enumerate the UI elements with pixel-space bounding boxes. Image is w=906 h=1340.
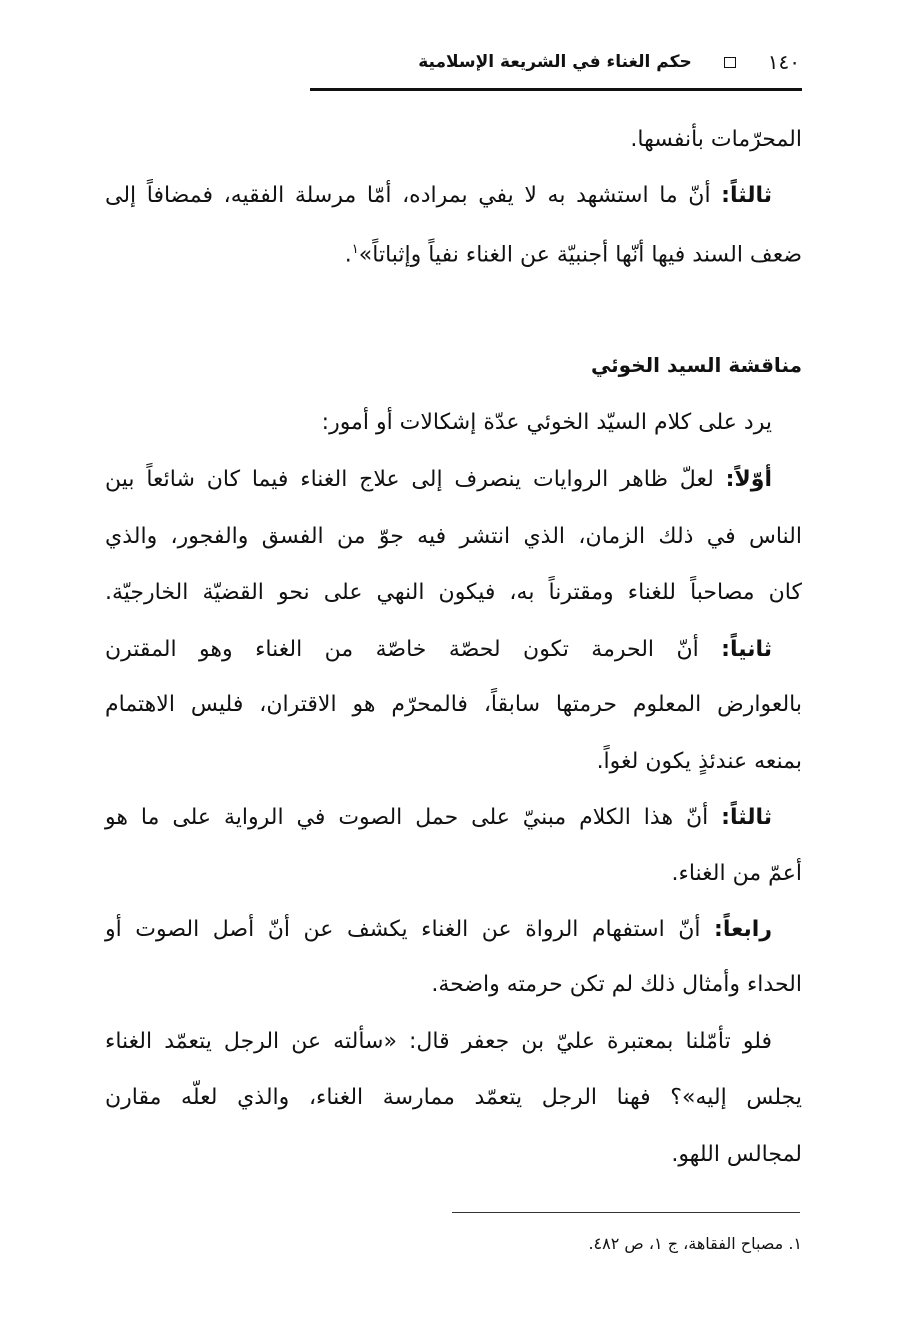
text-line (105, 1025, 802, 1059)
line-text: المحرّمات بأنفسها. (630, 127, 802, 152)
line-text: فلو تأمّلنا بمعتبرة عليّ بن جعفر قال: «سألته عن الرجل يتعمّد الغناء (105, 1029, 772, 1054)
line-text: أنّ استفهام الرواة عن الغناء يكشف عن أنّ أصل الصوت أو (105, 917, 715, 942)
enumeration-label: رابعاً: (714, 917, 772, 942)
line-text: أنّ هذا الكلام مبنيّ على حمل الصوت في الرواية على ما هو (105, 805, 722, 830)
line-text: كان مصاحباً للغناء ومقترناً به، فيكون النهي على نحو القضيّة الخارجيّة. (105, 580, 802, 605)
square-bullet-icon (724, 57, 736, 68)
text-line (105, 857, 802, 891)
page-number: ١٤٠ (767, 50, 800, 74)
enumeration-label: ثالثاً: (721, 183, 772, 208)
line-text: يرد على كلام السيّد الخوئي عدّة إشكالات أو أمور: (321, 410, 772, 435)
line-text: أنّ الحرمة تكون لحصّة خاصّة من الغناء وهو المقترن (105, 637, 722, 662)
footnote-rule (452, 1212, 800, 1213)
enumeration-label: ثانياً: (721, 637, 772, 662)
text-line (105, 520, 802, 554)
header-rule (310, 88, 802, 91)
text-line (105, 576, 802, 610)
line-text: لعلّ ظاهر الروايات ينصرف إلى علاج الغناء فيما كان شائعاً بين (105, 467, 726, 492)
text-line (105, 688, 802, 722)
line-text: أنّ ما استشهد به لا يفي بمراده، أمّا مرسلة الفقيه، فمضافاً إلى (105, 183, 722, 208)
text-line (105, 633, 802, 667)
line-text: بالعوارض المعلوم حرمتها سابقاً، فالمحرّم هو الاقتران، فليس الاهتمام (105, 692, 802, 717)
text-line (105, 1138, 802, 1172)
text-line (105, 463, 802, 497)
footnote: ١. مصباح الفقاهة، ج ١، ص ٤٨٢. (588, 1234, 802, 1253)
text-line (105, 406, 802, 440)
text-line (105, 913, 802, 947)
text-line (105, 179, 802, 213)
text-line (105, 968, 802, 1002)
line-text: لمجالس اللهو. (671, 1142, 802, 1167)
line-text: ضعف السند فيها أنّها أجنبيّة عن الغناء نفياً وإثباتاً» (358, 242, 802, 268)
enumeration-label: ثالثاً: (721, 805, 772, 830)
section-heading: مناقشة السيد الخوئي (590, 353, 802, 377)
line-text: الناس في ذلك الزمان، الذي انتشر فيه جوّ من الفسق والفجور، والذي (105, 524, 802, 549)
line-text: الحداء وأمثال ذلك لم تكن حرمته واضحة. (431, 972, 802, 997)
running-header (310, 44, 800, 80)
line-text: بمنعه عندئذٍ يكون لغواً. (596, 749, 802, 774)
running-title: حكم الغناء في الشريعة الإسلامية (418, 52, 692, 72)
footnote-reference: ١ (351, 242, 359, 257)
text-line (105, 801, 802, 835)
enumeration-label: أوّلاً: (725, 467, 772, 492)
line-text: أعمّ من الغناء. (671, 861, 802, 886)
line-punctuation: . (344, 242, 352, 268)
line-text: يجلس إليه»؟ فهنا الرجل يتعمّد ممارسة الغناء، والذي لعلّه مقارن (105, 1085, 802, 1110)
text-line (105, 123, 802, 157)
text-line (105, 745, 802, 779)
text-line (105, 1081, 802, 1115)
text-line (105, 233, 802, 272)
